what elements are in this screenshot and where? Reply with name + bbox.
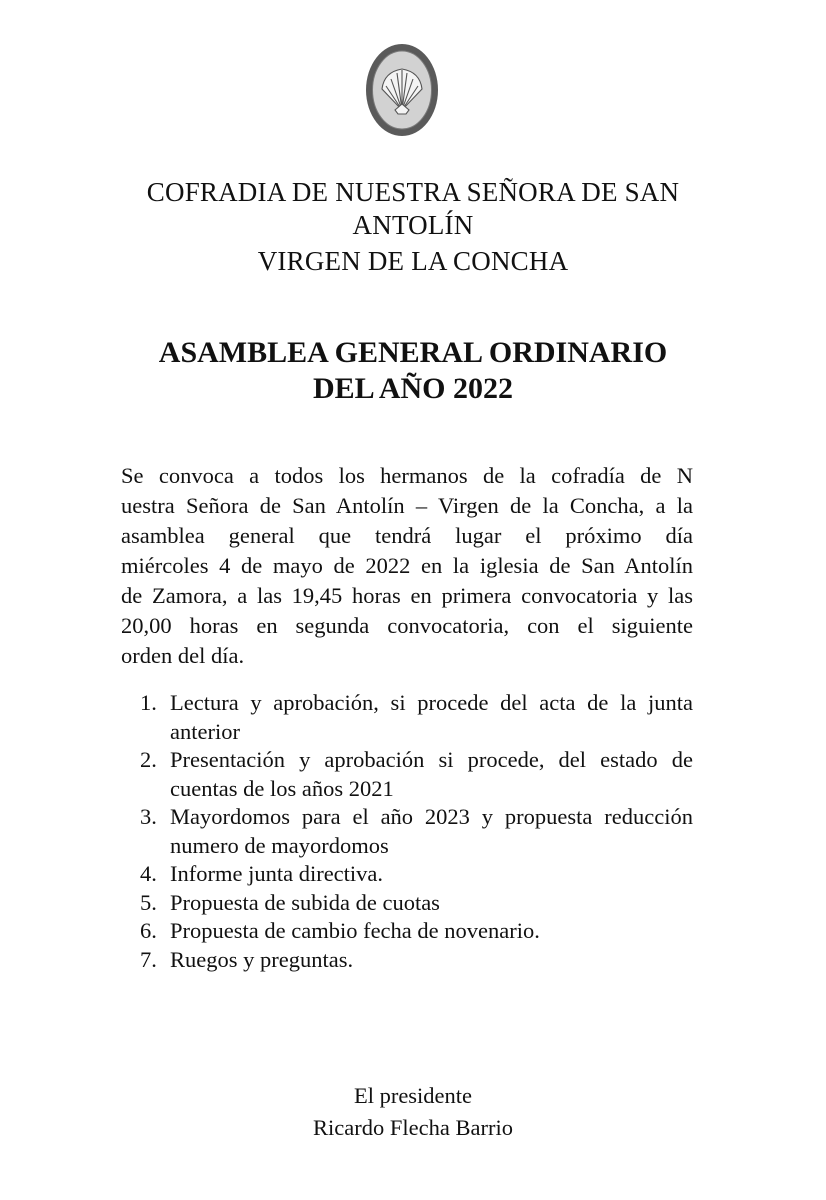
agenda-item	[140, 946, 693, 975]
paragraph-line: orden del día.	[121, 643, 245, 668]
agenda-item-text: Presentación y aprobación si procede, del estado de	[170, 747, 693, 772]
document-title-line2: DEL AÑO 2022	[312, 372, 514, 405]
agenda-item-number: 1.	[140, 690, 157, 715]
agenda-item-number: 7.	[140, 946, 157, 972]
agenda-item	[140, 803, 693, 860]
agenda-item-number: 4.	[140, 861, 157, 886]
agenda-item	[140, 746, 693, 803]
agenda-item-number: 3.	[140, 804, 157, 829]
organization-name-line3: VIRGEN DE LA CONCHA	[257, 246, 569, 276]
paragraph-line: miércoles 4 de mayo de 2022 en la iglesia de San Antolín	[121, 553, 693, 578]
agenda-item-text: Lectura y aprobación, si procede del acta de la junta	[170, 690, 693, 715]
agenda-item-number: 2.	[140, 747, 157, 772]
agenda-item-text: Propuesta de cambio fecha de novenario.	[170, 918, 540, 943]
agenda-item	[140, 860, 693, 889]
paragraph-line: uestra Señora de San Antolín – Virgen de la Concha, a la	[121, 493, 693, 518]
agenda-item	[140, 889, 693, 918]
scallop-shell-emblem-icon	[362, 40, 442, 140]
agenda-item-text-continued: cuentas de los años 2021	[170, 775, 394, 801]
paragraph-line: Se convoca a todos los hermanos de la cofradía de N	[121, 463, 693, 488]
signature-name: Ricardo Flecha Barrio	[313, 1115, 513, 1140]
paragraph-line: 20,00 horas en segunda convocatoria, con el siguiente	[121, 613, 693, 638]
agenda-item	[140, 917, 693, 946]
paragraph-line: asamblea general que tendrá lugar el próximo día	[121, 523, 693, 548]
agenda-item	[140, 689, 693, 746]
agenda-item-text: Propuesta de subida de cuotas	[170, 889, 440, 915]
convocation-paragraph	[121, 461, 693, 671]
agenda-list	[140, 689, 693, 974]
organization-name-line2: ANTOLÍN	[352, 210, 474, 240]
paragraph-line: de Zamora, a las 19,45 horas en primera convocatoria y las	[121, 583, 693, 608]
agenda-item-number: 5.	[140, 889, 157, 915]
agenda-item-text: Mayordomos para el año 2023 y propuesta reducción	[170, 804, 693, 829]
organization-name-line1: COFRADIA DE NUESTRA SEÑORA DE SAN	[146, 177, 680, 207]
agenda-item-text-continued: numero de mayordomos	[170, 832, 389, 858]
agenda-item-text: Informe junta directiva.	[170, 861, 384, 886]
signature-role: El presidente	[353, 1083, 473, 1108]
agenda-item-text: Ruegos y preguntas.	[170, 946, 354, 972]
agenda-item-text-continued: anterior	[170, 718, 240, 744]
document-title-line1: ASAMBLEA GENERAL ORDINARIO	[158, 336, 668, 369]
agenda-item-number: 6.	[140, 918, 157, 943]
